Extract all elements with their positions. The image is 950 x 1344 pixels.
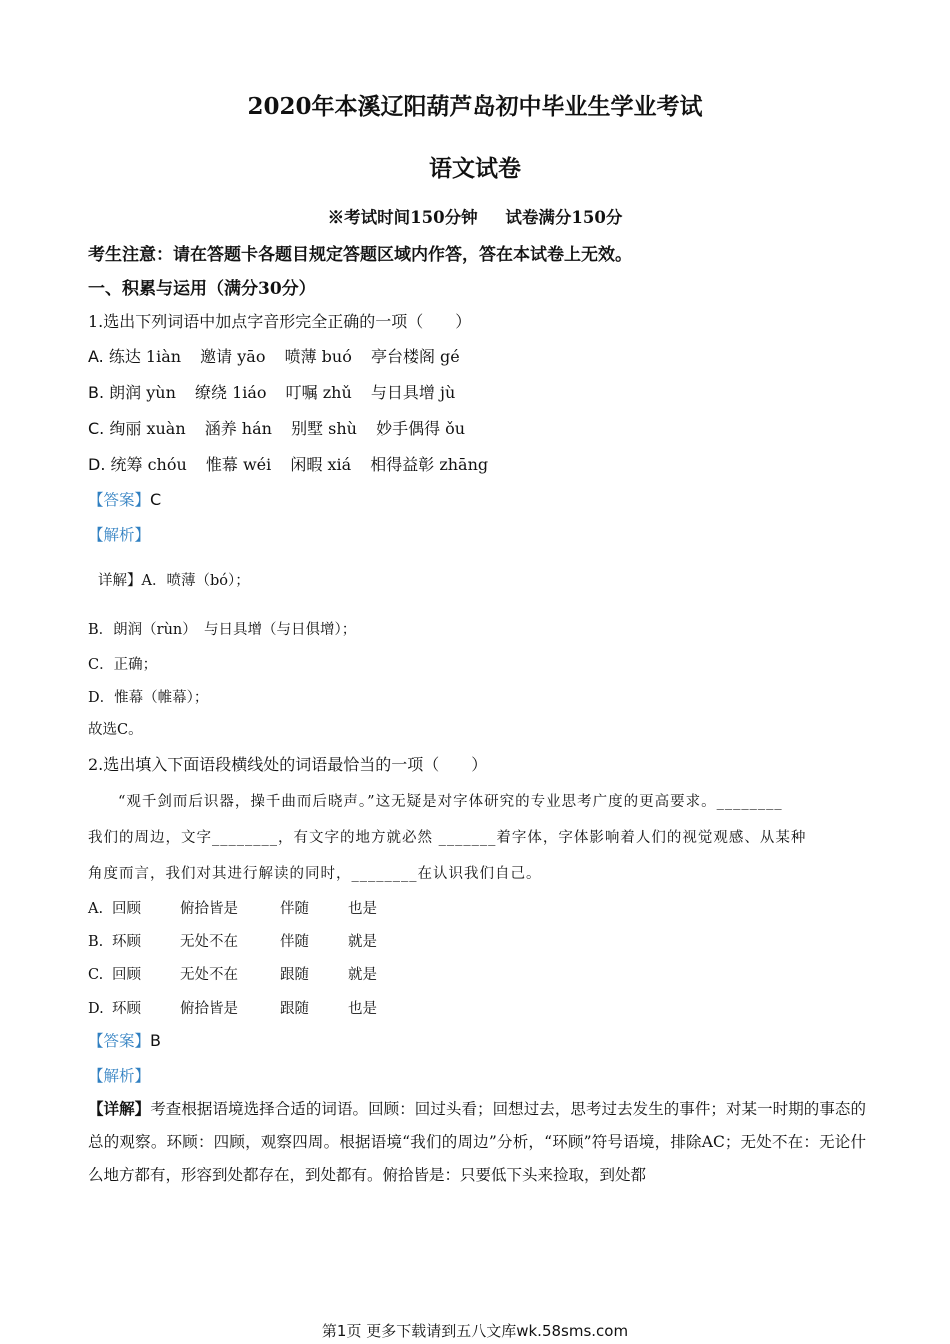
q1-answer: 【答案】C — [88, 490, 162, 509]
q1-option-a: A. 练达 1iàn 邀请 yāo 喷薄 buó 亭台楼阁 gé — [88, 347, 460, 366]
page-title: 2020年本溪辽阳葫芦岛初中毕业生学业考试 — [247, 93, 703, 120]
exam-time: ※考试时间150分钟 — [327, 208, 478, 227]
q1-detail-b: B．朗润（rùn） 与日具增（与日俱增）； — [88, 622, 357, 638]
question-1-stem: 1.选出下列词语中加点字音形完全正确的一项（ ） — [88, 312, 472, 331]
page-footer: 第1页 更多下载请到五八文库wk.58sms.com — [321, 1322, 629, 1340]
q2-option-b: B. 环顾 无处不在 伴随 就是 — [88, 934, 377, 950]
q2-detail: 【详解】考查根据语境选择合适的词语。回顾：回过头看；回想过去，思考过去发生的事件；对某一时期的事态的总的观察。环顾：四顾，观察四周。根据语境“我们的周边”分析，“环顾”符号语境，排除AC；无处不在：无论什么地方都有，形容到处都存在，到处都有。俯拾皆是：只要低下头来捡取，到处都 — [88, 1099, 866, 1184]
q2-option-d: D. 环顾 俯拾皆是 跟随 也是 — [88, 1001, 377, 1017]
q1-conclusion: 故选C。 — [88, 722, 143, 738]
q2-option-c: C. 回顾 无处不在 跟随 就是 — [88, 967, 377, 983]
section-heading: 一、积累与运用（满分30分） — [88, 279, 316, 299]
question-2-stem: 2.选出填入下面语段横线处的词语最恰当的一项（ ） — [88, 755, 488, 774]
q1-detail-a: 详解】A．喷薄（bó）； — [98, 573, 250, 589]
q2-answer: 【答案】B — [88, 1031, 161, 1050]
q1-detail-c: C．正确； — [88, 657, 158, 673]
q1-option-d: D. 统筹 chóu 惟幕 wéi 闲暇 xiá 相得益彰 zhāng — [88, 455, 489, 474]
q2-analysis-tag: 【解析】 — [88, 1067, 151, 1085]
q2-passage-line-1: “观千剑而后识器，操千曲而后晓声。”这无疑是对字体研究的专业思考广度的更高要求。________ — [118, 794, 783, 810]
q1-analysis-tag: 【解析】 — [88, 526, 151, 544]
q2-passage-line-3: 角度而言，我们对其进行解读的同时，________在认识我们自己。 — [88, 866, 542, 882]
exam-meta — [0, 204, 950, 228]
q1-option-c: C. 绚丽 xuàn 涵养 hán 别墅 shù 妙手偶得 ǒu — [88, 419, 466, 438]
q1-option-b: B. 朗润 yùn 缭绕 1iáo 叮嘱 zhǔ 与日具增 jù — [88, 383, 456, 402]
q2-option-a: A. 回顾 俯拾皆是 伴随 也是 — [88, 901, 377, 917]
exam-notice: 考生注意：请在答题卡各题目规定答题区域内作答，答在本试卷上无效。 — [88, 245, 632, 265]
q2-passage-line-2: 我们的周边，文字________，有文字的地方就必然 _______着字体，字体影响着人们的视觉观感、从某种 — [88, 830, 807, 846]
full-score: 试卷满分150分 — [505, 208, 623, 227]
q1-detail-d: D．惟幕（帷幕）； — [88, 690, 209, 706]
page-subtitle: 语文试卷 — [429, 155, 521, 182]
